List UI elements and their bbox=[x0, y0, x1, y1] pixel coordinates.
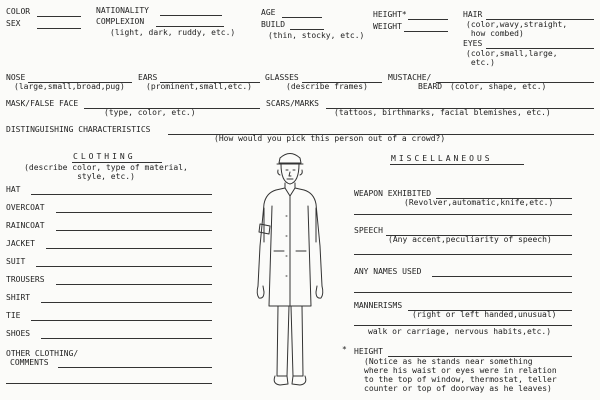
sex-label: SEX bbox=[6, 19, 21, 28]
height-note: (Notice as he stands near something where his waist or eyes were in relation to the top of window, thermostat, teller counter or top of doorway as he leaves) bbox=[364, 357, 557, 393]
clothing-field-overcoat[interactable] bbox=[56, 212, 212, 213]
clothing-label-tie: TIE bbox=[6, 311, 21, 320]
complexion-label: COMPLEXION bbox=[96, 17, 145, 26]
hair-label: HAIR bbox=[463, 10, 483, 19]
names-field[interactable] bbox=[432, 276, 572, 277]
speech-note: (Any accent,peculiarity of speech) bbox=[388, 235, 552, 244]
clothing-label-overcoat: OVERCOAT bbox=[6, 203, 45, 212]
hair-note: (color,wavy,straight, how combed) bbox=[466, 20, 568, 38]
color-field[interactable] bbox=[37, 16, 81, 17]
nose-note: (large,small,broad,pug) bbox=[14, 82, 125, 91]
glasses-note: (describe frames) bbox=[286, 82, 368, 91]
comments-label: COMMENTS bbox=[10, 358, 49, 367]
mannerisms-note: (right or left handed,unusual) bbox=[412, 310, 557, 319]
glasses-label: GLASSES bbox=[265, 73, 299, 82]
weight-field[interactable] bbox=[404, 31, 448, 32]
other-clothing-label: OTHER CLOTHING/ bbox=[6, 349, 79, 358]
clothing-label-jacket: JACKET bbox=[6, 239, 35, 248]
height-field[interactable] bbox=[408, 19, 448, 20]
complexion-note: (light, dark, ruddy, etc.) bbox=[110, 28, 236, 37]
height-note-label: HEIGHT bbox=[354, 347, 383, 356]
weight-label: WEIGHT bbox=[373, 22, 402, 31]
eyes-note: (color,small,large, etc.) bbox=[466, 49, 558, 67]
clothing-label-shoes: SHOES bbox=[6, 329, 31, 338]
height-asterisk: * bbox=[342, 345, 347, 354]
ears-label: EARS bbox=[138, 73, 158, 82]
clothing-field-tie[interactable] bbox=[31, 320, 212, 321]
names-field-2[interactable] bbox=[354, 292, 572, 293]
build-note: (thin, stocky, etc.) bbox=[268, 31, 365, 40]
miscellaneous-heading-underline bbox=[390, 164, 524, 165]
nationality-label: NATIONALITY bbox=[96, 6, 149, 15]
weapon-note: (Revolver,automatic,knife,etc.) bbox=[404, 198, 554, 207]
names-label: ANY NAMES USED bbox=[354, 267, 422, 276]
distinguishing-note: (How would you pick this person out of a crowd?) bbox=[214, 134, 446, 143]
mustache-label: MUSTACHE/ bbox=[388, 73, 432, 82]
clothing-field-hat[interactable] bbox=[31, 194, 212, 195]
nationality-field[interactable] bbox=[160, 15, 222, 16]
complexion-field[interactable] bbox=[156, 26, 224, 27]
distinguishing-label: DISTINGUISHING CHARACTERISTICS bbox=[6, 125, 151, 134]
scars-label: SCARS/MARKS bbox=[266, 99, 319, 108]
build-field[interactable] bbox=[290, 29, 324, 30]
weapon-field-2[interactable] bbox=[354, 214, 572, 215]
age-label: AGE bbox=[261, 8, 276, 17]
mannerisms-label: MANNERISMS bbox=[354, 301, 403, 310]
clothing-label-raincoat: RAINCOAT bbox=[6, 221, 45, 230]
height-label: HEIGHT* bbox=[373, 10, 407, 19]
comments-field-2[interactable] bbox=[6, 383, 212, 384]
clothing-field-raincoat[interactable] bbox=[56, 230, 212, 231]
clothing-field-trousers[interactable] bbox=[56, 284, 212, 285]
clothing-field-suit[interactable] bbox=[36, 266, 212, 267]
mustache-note: (color, shape, etc.) bbox=[450, 82, 547, 91]
weapon-label: WEAPON EXHIBITED bbox=[354, 189, 432, 198]
clothing-note: (describe color, type of material, style, etc.) bbox=[24, 163, 188, 181]
nose-label: NOSE bbox=[6, 73, 26, 82]
clothing-label-shirt: SHIRT bbox=[6, 293, 31, 302]
mannerisms-field-2[interactable] bbox=[354, 325, 572, 326]
mannerisms-note-2: walk or carriage, nervous habits,etc.) bbox=[368, 327, 552, 336]
ears-note: (prominent,small,etc.) bbox=[146, 82, 252, 91]
mask-label: MASK/FALSE FACE bbox=[6, 99, 79, 108]
comments-field[interactable] bbox=[58, 367, 212, 368]
mask-note: (type, color, etc.) bbox=[104, 108, 196, 117]
beard-label: BEARD bbox=[418, 82, 443, 91]
sex-field[interactable] bbox=[37, 28, 81, 29]
clothing-label-trousers: TROUSERS bbox=[6, 275, 45, 284]
speech-field-2[interactable] bbox=[354, 254, 572, 255]
clothing-field-jacket[interactable] bbox=[46, 248, 212, 249]
clothing-label-suit: SUIT bbox=[6, 257, 26, 266]
scars-note: (tattoos, birthmarks, facial blemishes, etc.) bbox=[334, 108, 551, 117]
person-outline-illustration bbox=[240, 146, 340, 396]
build-label: BUILD bbox=[261, 20, 286, 29]
eyes-label: EYES bbox=[463, 39, 483, 48]
clothing-label-hat: HAT bbox=[6, 185, 21, 194]
age-field[interactable] bbox=[282, 17, 322, 18]
miscellaneous-heading: MISCELLANEOUS bbox=[391, 154, 493, 163]
clothing-field-shoes[interactable] bbox=[41, 338, 212, 339]
clothing-field-shirt[interactable] bbox=[41, 302, 212, 303]
speech-label: SPEECH bbox=[354, 226, 383, 235]
color-label: COLOR bbox=[6, 7, 31, 16]
clothing-heading: CLOTHING bbox=[73, 152, 136, 161]
